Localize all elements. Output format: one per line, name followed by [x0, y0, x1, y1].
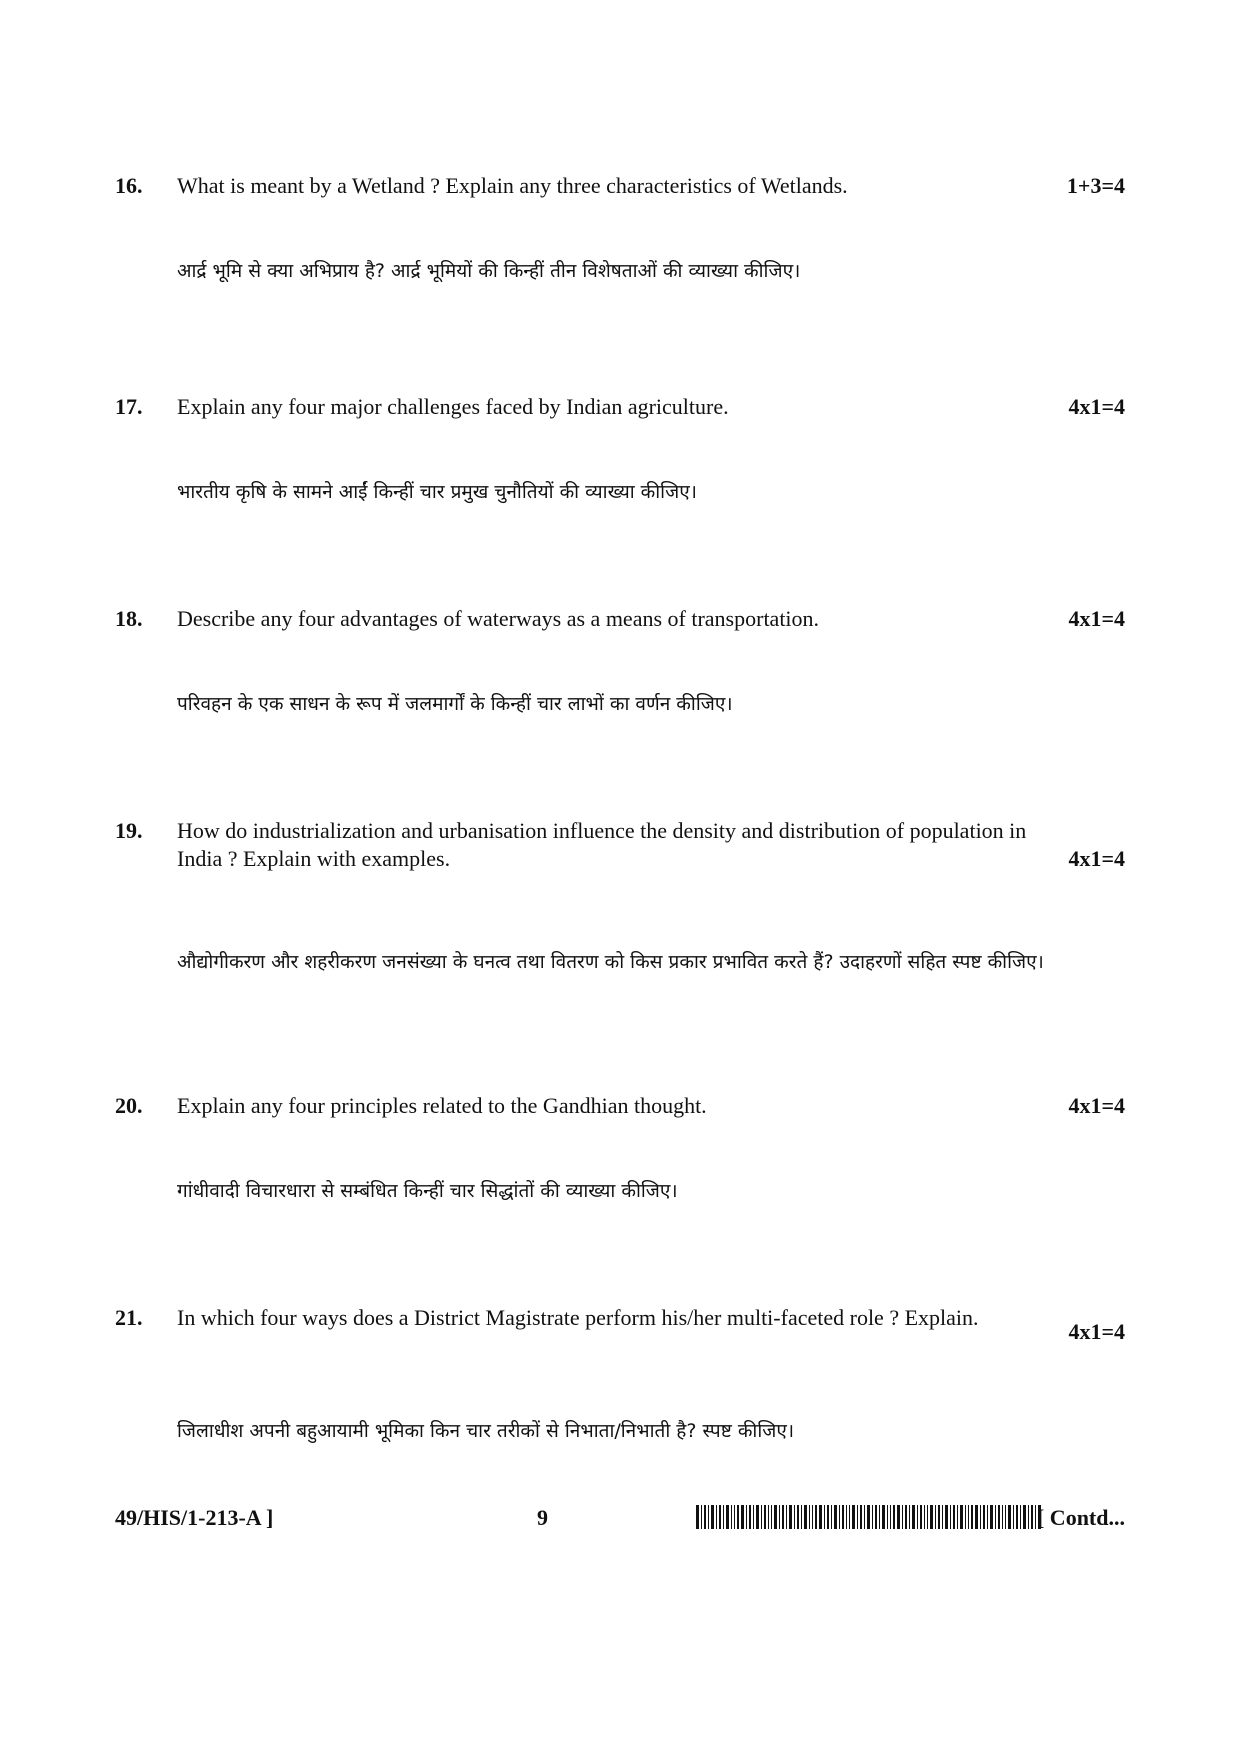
barcode-icon: [696, 1505, 1041, 1529]
paper-code: 49/HIS/1-213-A ]: [115, 1505, 274, 1530]
question-number: 19.: [115, 818, 143, 843]
question-hindi: औद्योगीकरण और शहरीकरण जनसंख्या के घनत्व तथा वितरण को किस प्रकार प्रभावित करते हैं? उदाहरणों सहित स्पष्ट कीजिए।: [177, 951, 1044, 973]
question-number: 21.: [115, 1305, 143, 1330]
question-marks: 1+3=4: [1066, 173, 1125, 198]
question-number: 16.: [115, 173, 143, 198]
question-text: In which four ways does a District Magistrate perform his/her multi-faceted role ? Explain.: [177, 1305, 979, 1330]
continued-label: [ Contd...: [1036, 1505, 1125, 1530]
question-marks: 4x1=4: [1068, 1093, 1125, 1118]
question-16: [115, 172, 1125, 282]
question-number: 17.: [115, 394, 143, 419]
question-text: Explain any four major challenges faced by Indian agriculture.: [177, 394, 729, 419]
question-marks: 4x1=4: [1068, 1319, 1125, 1344]
question-english: [115, 172, 1125, 200]
question-number: 20.: [115, 1093, 143, 1118]
question-english: [115, 393, 1125, 421]
question-english: [115, 817, 1125, 873]
page-footer: [115, 1505, 1125, 1535]
question-english: [115, 605, 1125, 633]
question-hindi: जिलाधीश अपनी बहुआयामी भूमिका किन चार तरीकों से निभाता/निभाती है? स्पष्ट कीजिए।: [177, 1420, 795, 1442]
question-hindi: भारतीय कृषि के सामने आईं किन्हीं चार प्रमुख चुनौतियों की व्याख्या कीजिए।: [177, 481, 697, 503]
question-english: [115, 1304, 1125, 1344]
question-marks: 4x1=4: [1068, 606, 1125, 631]
page-number: 9: [537, 1505, 548, 1530]
question-17: [115, 393, 1125, 503]
question-marks: 4x1=4: [1068, 394, 1125, 419]
question-number: 18.: [115, 606, 143, 631]
question-text: Describe any four advantages of waterways as a means of transportation.: [177, 606, 820, 631]
question-21: [115, 1304, 1125, 1442]
question-19: [115, 817, 1125, 973]
question-text: How do industrialization and urbanisation influence the density and distribution of population in India ? Explain with examples.: [177, 818, 1027, 871]
question-english: [115, 1092, 1125, 1120]
question-text: Explain any four principles related to the Gandhian thought.: [177, 1093, 707, 1118]
question-marks: 4x1=4: [1068, 846, 1125, 871]
question-hindi: परिवहन के एक साधन के रूप में जलमार्गों के किन्हीं चार लाभों का वर्णन कीजिए।: [177, 693, 733, 715]
question-hindi: आर्द्र भूमि से क्या अभिप्राय है? आर्द्र भूमियों की किन्हीं तीन विशेषताओं की व्याख्या कीजिए।: [177, 260, 801, 282]
question-hindi: गांधीवादी विचारधारा से सम्बंधित किन्हीं चार सिद्धांतों की व्याख्या कीजिए।: [177, 1180, 678, 1202]
question-18: [115, 605, 1125, 715]
question-text: What is meant by a Wetland ? Explain any three characteristics of Wetlands.: [177, 173, 848, 198]
question-20: [115, 1092, 1125, 1202]
